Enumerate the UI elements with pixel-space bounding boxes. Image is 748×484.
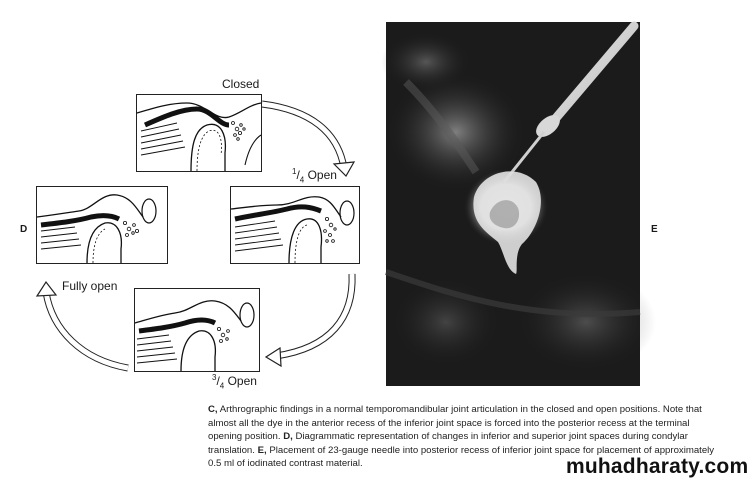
panel-fully-open	[36, 186, 168, 264]
fraction-numerator: 3	[212, 373, 217, 382]
label-fully-open: Fully open	[62, 279, 118, 293]
caption-text-e: Placement of 23-gauge needle into posterior recess of inferior joint space for placement of approximately 0.5 ml of iodinated contrast material.	[208, 444, 715, 470]
quarter-open-text: Open	[307, 168, 337, 182]
arthrogram-xray-image	[386, 22, 640, 386]
label-three-quarter-open: $^3/_4$ Open	[212, 373, 257, 391]
panel-closed	[136, 94, 262, 172]
arrow-threequarter-to-fully	[37, 282, 128, 368]
caption-label-e: E,	[257, 444, 267, 456]
caption-text-d: Diagrammatic representation of changes in inferior and superior joint spaces during condylar translation.	[208, 431, 688, 456]
arrow-closed-to-quarter	[262, 104, 354, 176]
caption-text-c: Arthrographic findings in a normal temporomandibular joint articulation in the closed and open positions. Note that almost all the dye in the anterior recess of the inferior joint space is forced into the posterior recess at the terminal opening position.	[208, 404, 702, 443]
fraction-numerator: 1	[292, 167, 297, 176]
arrow-quarter-to-threequarter	[266, 274, 352, 366]
arthrogram-drawing	[386, 22, 640, 386]
joint-illustration-quarter-open	[231, 187, 359, 263]
label-closed: Closed	[222, 77, 260, 91]
caption-label-d: D,	[283, 431, 293, 443]
joint-illustration-closed	[137, 95, 261, 171]
panel-label-d: D	[20, 224, 28, 235]
joint-illustration-fully-open	[37, 187, 167, 263]
panel-label-e: E	[651, 224, 658, 235]
fraction-denominator: 4	[299, 175, 305, 185]
panel-quarter-open	[230, 186, 360, 264]
joint-illustration-three-quarter-open	[135, 289, 259, 371]
panel-three-quarter-open	[134, 288, 260, 372]
caption-label-c: C,	[208, 404, 218, 415]
watermark: muhadharaty.com	[566, 455, 748, 478]
three-quarter-open-text: Open	[227, 374, 257, 388]
fraction-denominator: 4	[219, 381, 225, 391]
label-quarter-open: $^1/_4$ Open	[292, 167, 337, 185]
